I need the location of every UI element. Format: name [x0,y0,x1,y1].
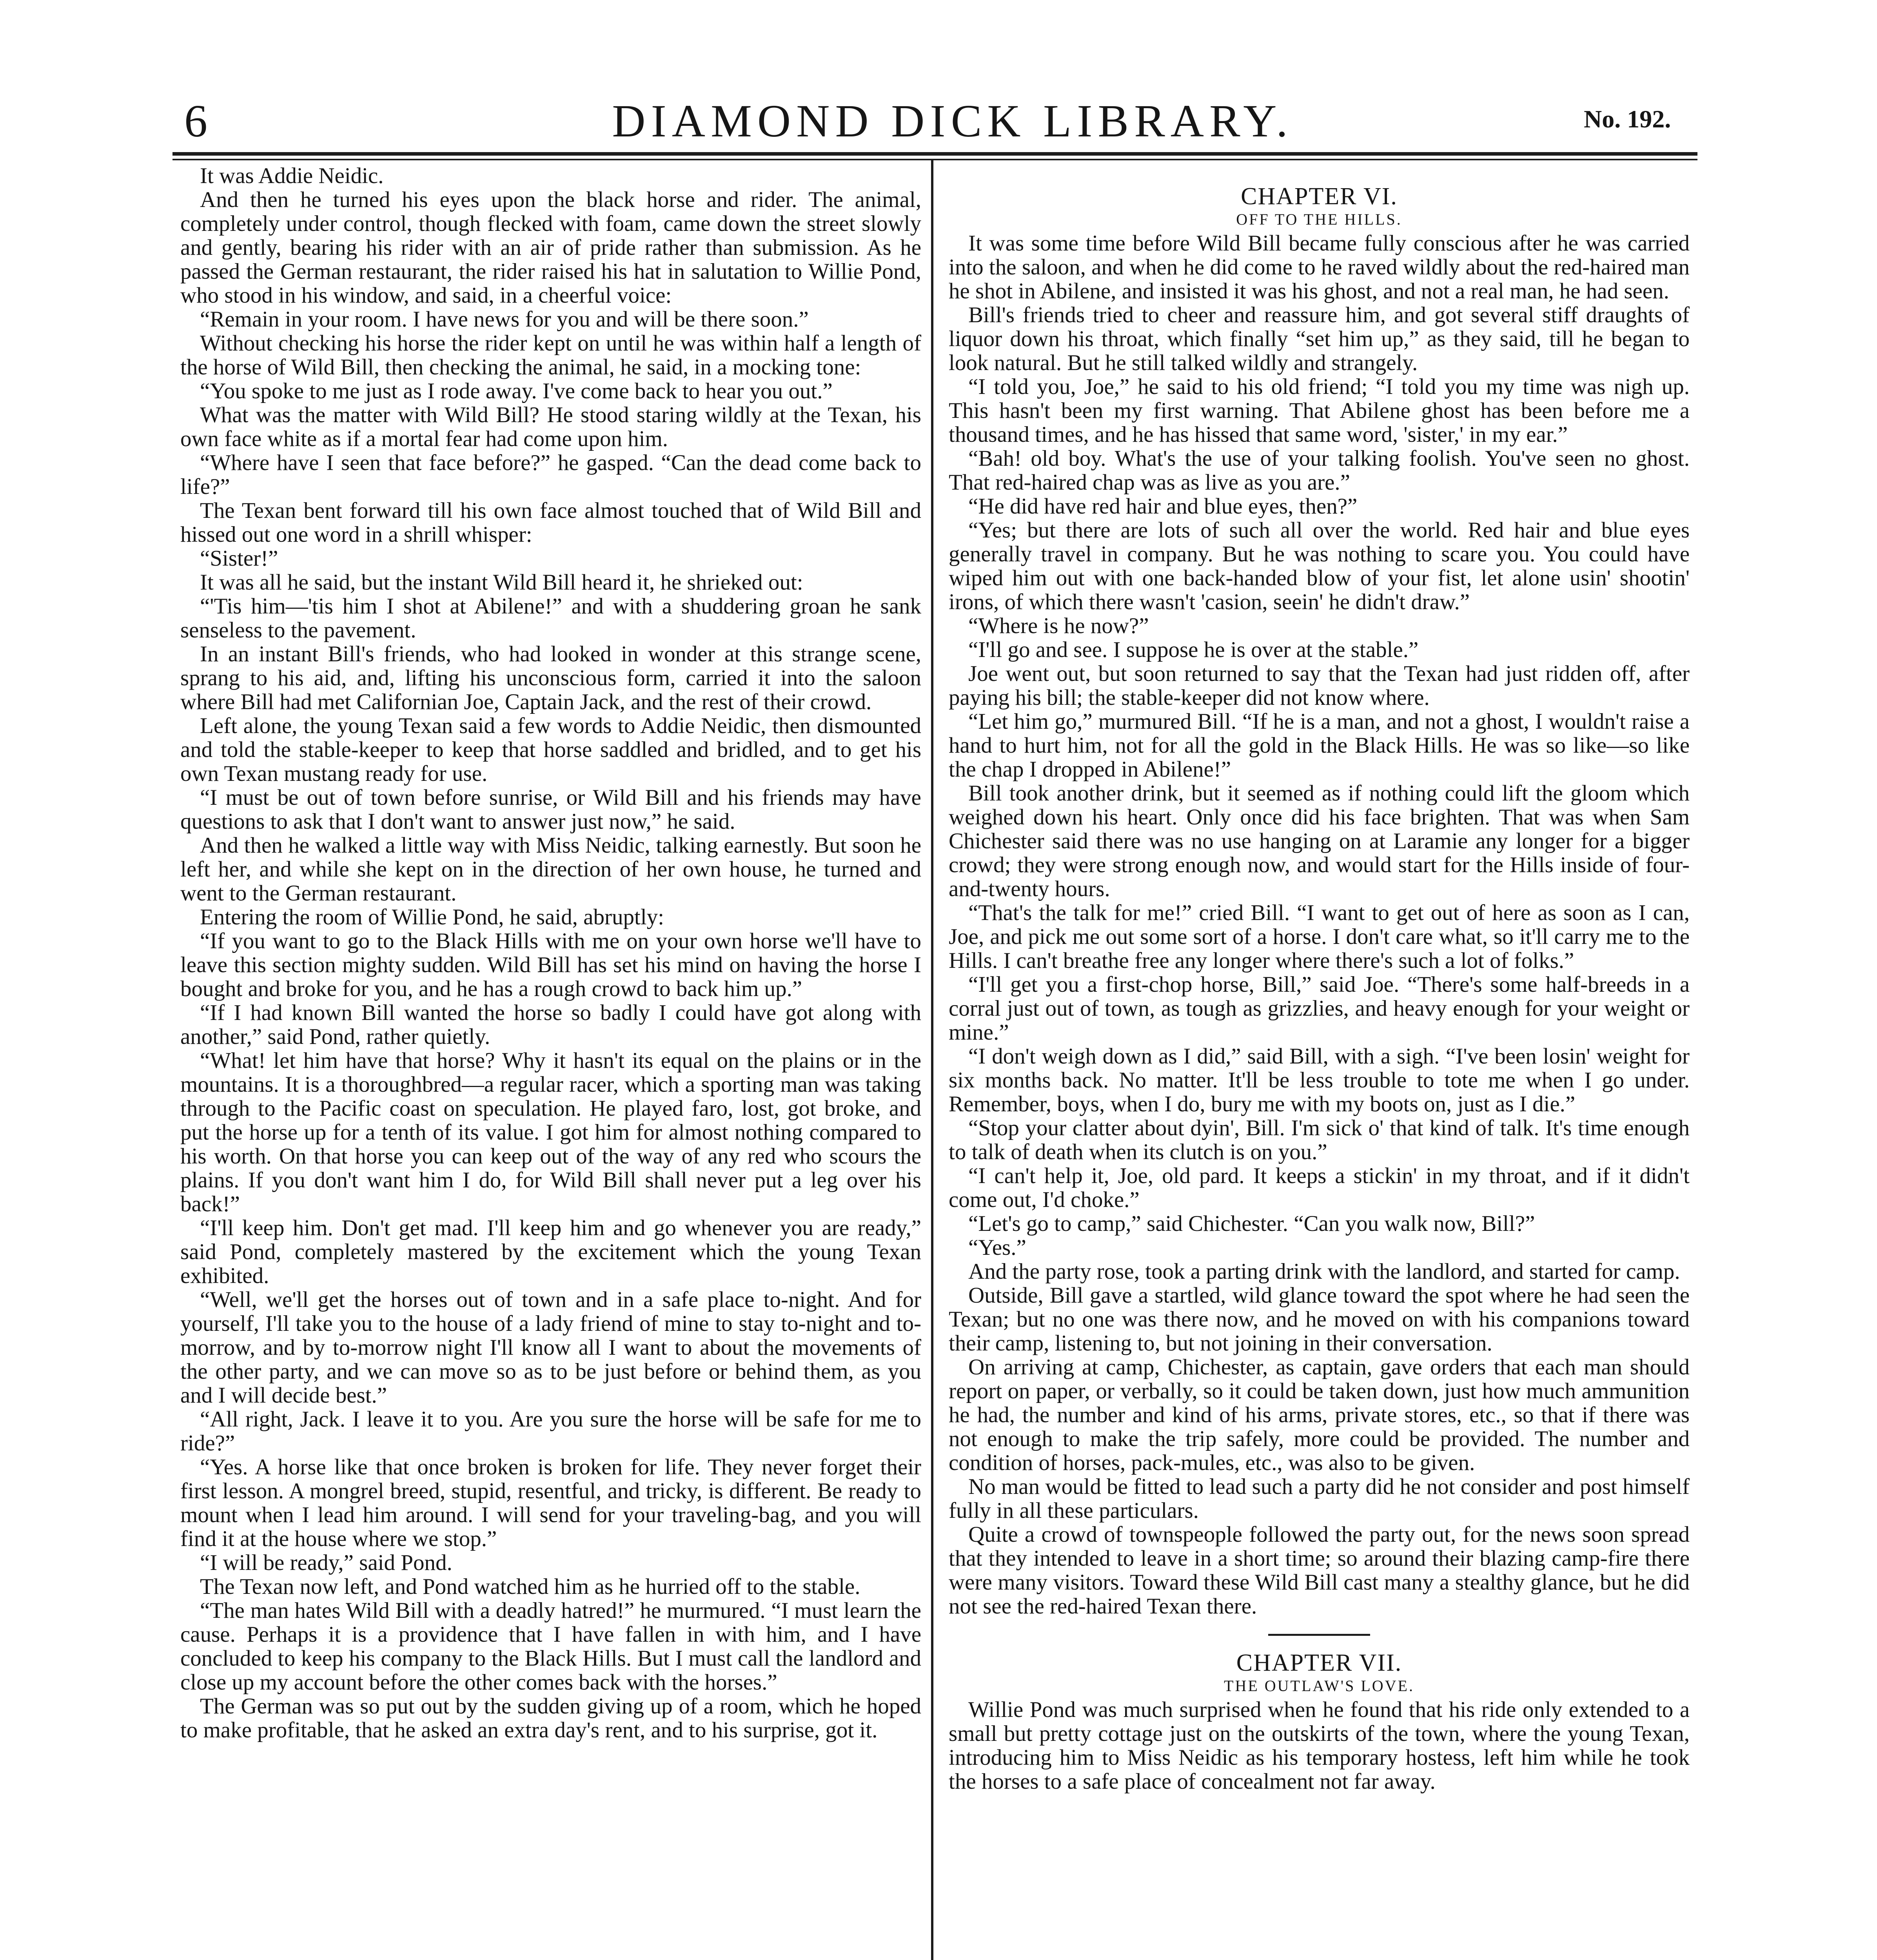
chapter-7-subheading: THE OUTLAW'S LOVE. [1224,1677,1414,1695]
paragraph: In an instant Bill's friends, who had looked in wonder at this strange scene, sprang to his aid, and, lifting his unconscious form, carried it into the saloon where Bill had met Californian Joe, Captain Jack, and the rest of their crowd. [180,642,921,714]
paragraph: “I must be out of town before sunrise, or Wild Bill and his friends may have questions to ask that I don't want to answer just now,” he said. [180,785,921,834]
paragraph: “That's the talk for me!” cried Bill. “I want to get out of here as soon as I can, Joe, and pick me out some sort of a horse. I don't care what, so it'll carry me to the Hills. I can't breathe free any longer where there's such a lot of folks.” [949,900,1690,973]
paragraph: “Where is he now?” [968,613,1149,638]
paragraph: Without checking his horse the rider kept on until he was within half a length of the horse of Wild Bill, then checking the animal, he said, in a mocking tone: [180,331,921,379]
paragraph: “'Tis him—'tis him I shot at Abilene!” and with a shuddering groan he sank senseless to the pavement. [180,594,921,642]
paragraph: It was all he said, but the instant Wild Bill heard it, he shrieked out: [200,570,803,595]
header-rule-thin [172,159,1697,160]
paragraph: “Remain in your room. I have news for you and will be there soon.” [200,307,809,332]
paragraph: It was some time before Wild Bill became fully conscious after he was carried into the saloon, and when he did come to he raved wildly about the red-haired man he shot in Abilene, and insisted it was his ghost, and not a real man, he had seen. [949,231,1690,303]
paragraph: “Let's go to camp,” said Chichester. “Can you walk now, Bill?” [968,1211,1535,1236]
paragraph: Entering the room of Willie Pond, he said, abruptly: [200,905,664,929]
paragraph: The Texan bent forward till his own face almost touched that of Wild Bill and hissed out one word in a shrill whisper: [180,498,921,547]
paragraph: Outside, Bill gave a startled, wild glance toward the spot where he had seen the Texan; but no one was there now, and he moved on with his companions toward their camp, listening to, but not joining in their conversation. [949,1283,1690,1356]
paragraph: The Texan now left, and Pond watched him as he hurried off to the stable. [200,1574,860,1599]
paragraph: “Where have I seen that face before?” he gasped. “Can the dead come back to life?” [180,450,921,499]
page-number: 6 [184,95,207,147]
chapter-6-heading: CHAPTER VI. [1241,183,1398,210]
paragraph: “I'll keep him. Don't get mad. I'll keep him and go whenever you are ready,” said Pond, completely mastered by the excitement which the young Texan exhibited. [180,1216,921,1288]
left-column [180,164,921,1742]
paragraph: And then he walked a little way with Miss Neidic, talking earnestly. But soon he left her, and while she kept on in the direction of her own house, he turned and went to the German restaurant. [180,833,921,906]
chapter-6-subheading: OFF TO THE HILLS. [1236,211,1402,228]
chapter-6-body [949,231,1690,1618]
paragraph: “If you want to go to the Black Hills with me on your own horse we'll have to leave this section mighty sudden. Wild Bill has set his mind on having the horse I bought and broke for you, and he has a rough crowd to back him up.” [180,929,921,1001]
chapter-7-body [949,1698,1690,1793]
column-divider [931,159,933,1960]
paragraph: Willie Pond was much surprised when he found that his ride only extended to a small but pretty cottage just on the outskirts of the town, where the young Texan, introducing him to Miss Neidic as his temporary hostess, left him while he took the horses to a safe place of concealment not far away. [949,1697,1690,1794]
paragraph: No man would be fitted to lead such a party did he not consider and post himself fully in all these particulars. [949,1474,1690,1523]
paragraph: “If I had known Bill wanted the horse so badly I could have got along with another,” said Pond, rather quietly. [180,1000,921,1049]
issue-number: No. 192. [1584,105,1671,133]
paragraph: “I'll get you a first-chop horse, Bill,” said Joe. “There's some half-breeds in a corral just out of town, as tough as grizzlies, and heavy enough for your weight or mine.” [949,972,1690,1045]
paragraph: “Bah! old boy. What's the use of your talking foolish. You've seen no ghost. That red-haired chap was as live as you are.” [949,446,1690,495]
paragraph: “I told you, Joe,” he said to his old friend; “I told you my time was nigh up. This hasn't been my first warning. That Abilene ghost has been before me a thousand times, and he has hissed that same word, 'sister,' in my ear.” [949,374,1690,447]
paragraph: Left alone, the young Texan said a few words to Addie Neidic, then dismounted and told the stable-keeper to keep that horse saddled and bridled, and to get his own Texan mustang ready for use. [180,713,921,786]
masthead-title: DIAMOND DICK LIBRARY. [612,95,1293,147]
paragraph: On arriving at camp, Chichester, as captain, gave orders that each man should report on paper, or verbally, so it could be taken down, just how much ammunition he had, the number and kind of his arms, private stores, etc., so that if there was not enough to make the trip safely, more could be provided. The number and condition of horses, pack-mules, etc., was also to be given. [949,1355,1690,1475]
paragraph: “I can't help it, Joe, old pard. It keeps a stickin' in my throat, and if it didn't come out, I'd choke.” [949,1163,1690,1212]
paragraph: “All right, Jack. I leave it to you. Are you sure the horse will be safe for me to ride?” [180,1407,921,1455]
right-column [949,164,1690,1793]
paragraph: The German was so put out by the sudden giving up of a room, which he hoped to make profitable, that he asked an extra day's rent, and to his surprise, got it. [180,1694,921,1742]
chapter-7-heading: CHAPTER VII. [1236,1650,1402,1676]
paragraph: “Yes; but there are lots of such all over the world. Red hair and blue eyes generally travel in company. But he was nothing to scare you. You could have wiped him out with one back-handed blow of your fist, let alone usin' shootin' irons, of which there wasn't 'casion, seein' he didn't draw.” [949,518,1690,614]
paragraph: Quite a crowd of townspeople followed the party out, for the news soon spread that they intended to leave in a short time; so around their blazing camp-fire there were many visitors. Toward these Wild Bill cast many a stealthy glance, but he did not see the red-haired Texan there. [949,1522,1690,1619]
paragraph: What was the matter with Wild Bill? He stood staring wildly at the Texan, his own face white as if a mortal fear had come upon him. [180,403,921,451]
paragraph: “I'll go and see. I suppose he is over at the stable.” [968,637,1419,662]
paragraph: And the party rose, took a parting drink with the landlord, and started for camp. [968,1259,1680,1284]
paragraph: “I don't weigh down as I did,” said Bill, with a sigh. “I've been losin' weight for six months back. No matter. It'll be less trouble to tote me when I go under. Remember, boys, when I do, bury me with my boots on, just as I die.” [949,1044,1690,1116]
paragraph: “What! let him have that horse? Why it hasn't its equal on the plains or in the mountains. It is a thoroughbred—a regular racer, which a sporting man was taking through to the Pacific coast on speculation. He played faro, lost, got broke, and put the horse up for a tenth of its value. I got him for almost nothing compared to his worth. On that horse you can keep out of the way of any red who scours the plains. If you don't want him I do, for Wild Bill shall never put a leg over his back!” [180,1048,921,1216]
chapter-separator-rule [1268,1634,1370,1636]
paragraph: “Well, we'll get the horses out of town and in a safe place to-night. And for yourself, I'll take you to the house of a lady friend of mine to stay to-night and to-morrow, and by to-morrow night I'll know all I want to about the movements of the other party, and we can move so as to be just before or behind them, as you and I will decide best.” [180,1287,921,1408]
paragraph: It was Addie Neidic. [200,163,384,188]
paragraph: “I will be ready,” said Pond. [200,1550,452,1575]
paragraph: Bill's friends tried to cheer and reassure him, and got several stiff draughts of liquor down his throat, which finally “set him up,” as they said, till he began to look natural. But he still talked wildly and strangely. [949,303,1690,375]
paragraph: Bill took another drink, but it seemed as if nothing could lift the gloom which weighed down his heart. Only once did his face brighten. That was when Sam Chichester said there was no use hanging on at Laramie any longer for a bigger crowd; they were strong enough now, and would start for the Hills inside of four-and-twenty hours. [949,781,1690,901]
paragraph: “The man hates Wild Bill with a deadly hatred!” he murmured. “I must learn the cause. Perhaps it is a providence that I have fallen in with him, and I have concluded to keep his company to the Black Hills. But I must call the landlord and close up my account before the other comes back with the horses.” [180,1598,921,1695]
paragraph: “Let him go,” murmured Bill. “If he is a man, and not a ghost, I wouldn't raise a hand to hurt him, not for all the gold in the Black Hills. He was so like—so like the chap I dropped in Abilene!” [949,709,1690,782]
paragraph: “Stop your clatter about dyin', Bill. I'm sick o' that kind of talk. It's time enough to talk of death when its clutch is on you.” [949,1116,1690,1164]
paragraph: “He did have red hair and blue eyes, then?” [968,494,1358,519]
paragraph: “You spoke to me just as I rode away. I've come back to hear you out.” [200,379,833,403]
paragraph: “Yes.” [968,1235,1026,1260]
paragraph: Joe went out, but soon returned to say that the Texan had just ridden off, after paying his bill; the stable-keeper did not know where. [949,661,1690,710]
paragraph: “Yes. A horse like that once broken is broken for life. They never forget their first lesson. A mongrel breed, stupid, resentful, and tricky, is different. Be ready to mount when I lead him around. I will send for your traveling-bag, and you will find it at the house where we stop.” [180,1455,921,1551]
header-rule-thick [172,152,1697,156]
paragraph: And then he turned his eyes upon the black horse and rider. The animal, completely under control, though flecked with foam, came down the street slowly and gently, bearing his rider with an air of pride rather than submission. As he passed the German restaurant, the rider raised his hat in salutation to Willie Pond, who stood in his window, and said, in a cheerful voice: [180,187,921,308]
paragraph: “Sister!” [200,546,278,571]
